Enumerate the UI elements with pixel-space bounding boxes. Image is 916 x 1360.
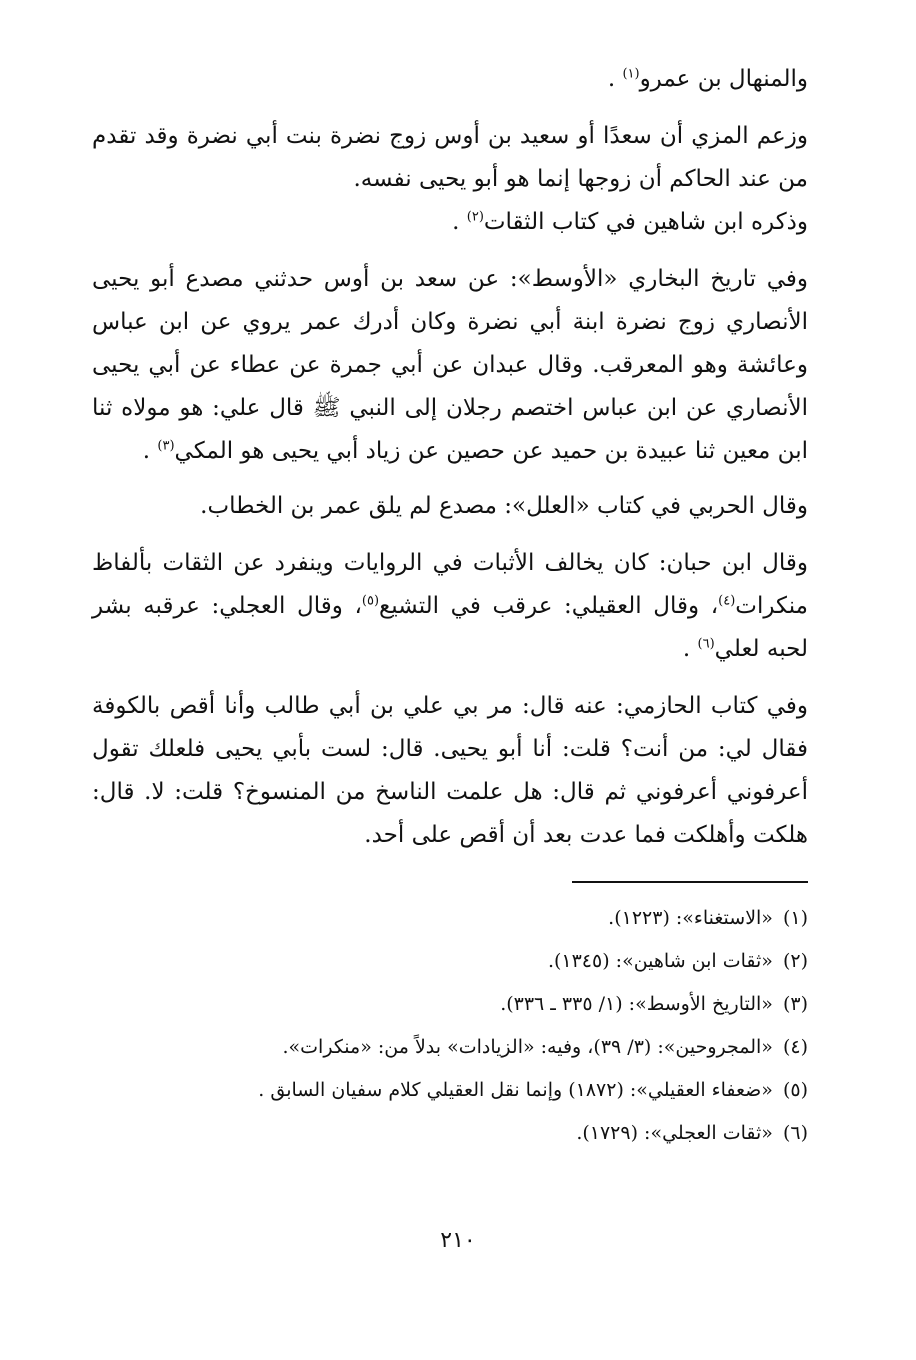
footnote-number: (٥) (782, 1079, 808, 1101)
paragraph-text: وقال الحربي في كتاب «العلل»: مصدع لم يلق عمر بن الخطاب. (200, 493, 808, 519)
footnote-2 (92, 940, 808, 983)
paragraph-text: وفي كتاب الحازمي: عنه قال: مر بي علي بن أبي طالب وأنا أقص بالكوفة فقال لي: من أنت؟ قلت: أنا أبو يحيى. قال: لست بأبي يحيى فلعلك تقول أعرفوني أعرفوني ثم قال: هل علمت الناسخ من المنسوخ؟ قلت: لا. قال: هلكت وأهلكت فما عدت بعد أن أقص على أحد. (92, 693, 808, 848)
paragraph-4 (92, 258, 808, 473)
footnote-divider (572, 881, 808, 883)
footnote-text: «المجروحين»: (٣/ ٣٩)، وفيه: «الزيادات» بدلاً من: «منكرات». (282, 1036, 773, 1058)
footnote-list (92, 897, 808, 1155)
paragraph-5 (92, 485, 808, 528)
paragraph-text: ، وقال العقيلي: عرقب في التشيع (379, 593, 719, 619)
footnote-ref[interactable]: (٣) (157, 438, 175, 454)
paragraph-text: وزعم المزي أن سعدًا أو سعيد بن أوس زوج نضرة بنت أبي نضرة وقد تقدم من عند الحاكم أن زوجها إنما هو أبو يحيى نفسه. (92, 123, 808, 192)
paragraph-2 (92, 115, 808, 201)
footnote-number: (٦) (782, 1122, 808, 1144)
paragraph-7 (92, 685, 808, 857)
paragraph-text: ، وقال العجلي: عرقبه بشر لحبه لعلي (92, 593, 808, 662)
footnote-ref[interactable]: (٦) (697, 636, 715, 652)
footnote-ref[interactable]: (١) (622, 66, 640, 82)
page-number: ٢١٠ (440, 1228, 476, 1253)
paragraph-1 (92, 58, 808, 101)
footnote-1 (92, 897, 808, 940)
footnote-text: «الاستغناء»: (١٢٢٣). (608, 907, 773, 929)
paragraph-text: وفي تاريخ البخاري «الأوسط»: عن سعد بن أوس حدثني مصدع أبو يحيى الأنصاري زوج نضرة ابنة أبي نضرة وكان أدرك عمر يروي عن ابن عباس وعائشة وهو المعرقب. وقال عبدان عن أبي جمرة عن عطاء عن أبي يحيى الأنصاري عن ابن عباس اختصم رجلان إلى النبي ﷺ قال علي: هو مولاه ثنا ابن معين ثنا عبيدة بن حميد عن حصين عن زياد أبي يحيى هو المكي (92, 266, 808, 464)
document-page (92, 58, 808, 1348)
paragraph-tail: . (607, 66, 623, 92)
paragraph-3 (92, 201, 808, 244)
footnote-number: (٣) (782, 993, 808, 1015)
paragraph-6 (92, 542, 808, 671)
footnote-6 (92, 1112, 808, 1155)
paragraph-text: والمنهال بن عمرو (639, 66, 808, 92)
footnote-text: «ضعفاء العقيلي»: (١٨٧٢) وإنما نقل العقيلي كلام سفيان السابق . (258, 1079, 773, 1101)
footnote-text: «التاريخ الأوسط»: (١/ ٣٣٥ ـ ٣٣٦). (500, 993, 773, 1015)
footnote-number: (٤) (782, 1036, 808, 1058)
paragraph-text: وقال ابن حبان: كان يخالف الأثبات في الروايات وينفرد عن الثقات بألفاظ منكرات (92, 550, 808, 619)
footnote-text: «ثقات العجلي»: (١٧٢٩). (576, 1122, 773, 1144)
footnote-3 (92, 983, 808, 1026)
paragraph-tail: . (452, 209, 467, 235)
footnote-ref[interactable]: (٥) (361, 593, 380, 609)
paragraph-text: وذكره ابن شاهين في كتاب الثقات (483, 209, 808, 235)
footnote-number: (١) (782, 907, 808, 929)
footnote-ref[interactable]: (٢) (466, 209, 484, 225)
paragraph-tail: . (682, 636, 698, 662)
footnote-number: (٢) (782, 950, 808, 972)
footnote-4 (92, 1026, 808, 1069)
paragraph-tail: . (142, 438, 158, 464)
footnote-ref[interactable]: (٤) (718, 593, 736, 609)
footnote-5 (92, 1069, 808, 1112)
footnote-text: «ثقات ابن شاهين»: (١٣٤٥). (547, 950, 773, 972)
